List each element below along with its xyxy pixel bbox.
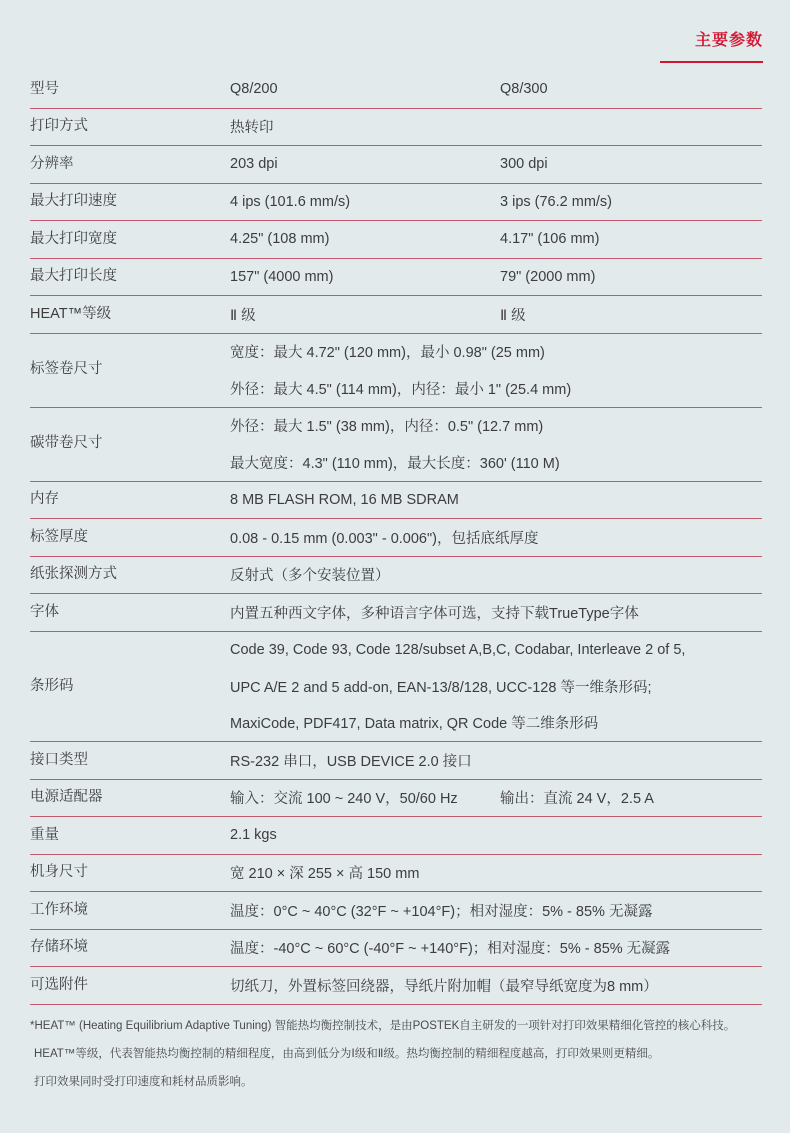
footnote-line: *HEAT™ (Heating Equilibrium Adaptive Tuning) 智能热均衡控制技术，是由POSTEK自主研发的一项针对打印效果精细化管控的核心科技。	[30, 1020, 736, 1032]
row-values	[230, 742, 762, 779]
row-values	[230, 855, 762, 892]
row-values	[230, 184, 762, 221]
table-row	[30, 259, 762, 297]
table-row	[30, 482, 762, 520]
row-values	[230, 557, 762, 594]
row-value: 切纸刀，外置标签回绕器，导纸片附加帽（最窄导纸宽度为8 mm）	[230, 978, 658, 995]
row-label: 机身尺寸	[30, 864, 88, 881]
row-label: 打印方式	[30, 118, 88, 135]
row-value: 宽 210 × 深 255 × 高 150 mm	[230, 866, 420, 883]
table-row	[30, 184, 762, 222]
row-values	[230, 296, 762, 333]
table-row	[30, 519, 762, 557]
row-values	[230, 221, 762, 258]
footnotes	[30, 1012, 766, 1096]
row-value: Ⅱ 级	[500, 307, 526, 324]
row-value: 157" (4000 mm)	[230, 268, 334, 285]
row-value: 3 ips (76.2 mm/s)	[500, 193, 612, 210]
row-label: 最大打印速度	[30, 193, 117, 210]
row-label: 工作环境	[30, 901, 88, 918]
table-row	[30, 221, 762, 259]
row-label: 标签卷尺寸	[30, 361, 103, 378]
table-row	[30, 146, 762, 184]
page-title: 主要参数	[694, 32, 763, 49]
row-values	[230, 817, 762, 854]
row-values	[230, 146, 762, 183]
table-row	[30, 557, 762, 595]
row-label: 电源适配器	[30, 789, 103, 806]
row-label: 接口类型	[30, 751, 88, 768]
row-values	[230, 408, 762, 481]
row-value-line: 最大宽度：4.3" (110 mm)，最大长度：360' (110 M)	[230, 455, 560, 472]
table-row	[30, 930, 762, 968]
row-values	[230, 930, 762, 967]
table-row	[30, 855, 762, 893]
table-row	[30, 109, 762, 147]
row-values	[230, 967, 762, 1004]
row-value: 2.1 kgs	[230, 827, 277, 844]
table-row	[30, 296, 762, 334]
row-label: 标签厚度	[30, 528, 88, 545]
row-values	[230, 632, 762, 742]
row-values	[230, 780, 762, 817]
row-value-line: MaxiCode, PDF417, Data matrix, QR Code 等二维条形码	[230, 716, 599, 733]
row-value: RS-232 串口，USB DEVICE 2.0 接口	[230, 753, 472, 770]
row-value: 输出：直流 24 V，2.5 A	[500, 791, 654, 808]
table-row	[30, 594, 762, 632]
row-label: 字体	[30, 603, 59, 620]
row-value-line: 外径：最大 4.5" (114 mm)，内径：最小 1" (25.4 mm)	[230, 381, 572, 398]
row-value: 内置五种西文字体，多种语言字体可选，支持下载TrueType字体	[230, 605, 639, 622]
row-value: Q8/300	[500, 81, 548, 98]
row-values	[230, 519, 762, 556]
row-value: 4.25" (108 mm)	[230, 231, 330, 248]
row-value-line: 宽度：最大 4.72" (120 mm)，最小 0.98" (25 mm)	[230, 345, 545, 362]
spec-table	[30, 71, 762, 1005]
row-value: 温度：-40°C ~ 60°C (-40°F ~ +140°F)；相对湿度：5% - 85% 无凝露	[230, 941, 671, 958]
row-values	[230, 109, 762, 146]
row-label: 可选附件	[30, 976, 88, 993]
table-row	[30, 408, 762, 482]
row-label: 重量	[30, 826, 59, 843]
row-label: 条形码	[30, 677, 74, 694]
table-row	[30, 817, 762, 855]
row-value: 输入：交流 100 ~ 240 V，50/60 Hz	[230, 791, 458, 808]
title-underline	[660, 61, 763, 63]
table-row	[30, 892, 762, 930]
row-value: 79" (2000 mm)	[500, 268, 596, 285]
row-value: Q8/200	[230, 81, 278, 98]
footnote-line: HEAT™等级，代表智能热均衡控制的精细程度，由高到低分为Ⅰ级和Ⅱ级。热均衡控制的精细程度越高，打印效果则更精细。	[34, 1048, 660, 1060]
row-value: 温度：0°C ~ 40°C (32°F ~ +104°F)；相对湿度：5% - 85% 无凝露	[230, 903, 653, 920]
row-label: 最大打印宽度	[30, 230, 117, 247]
row-values	[230, 259, 762, 296]
row-values	[230, 334, 762, 407]
table-row	[30, 71, 762, 109]
row-values	[230, 892, 762, 929]
table-row	[30, 780, 762, 818]
row-value-line: 外径：最大 1.5" (38 mm)，内径：0.5" (12.7 mm)	[230, 419, 544, 436]
row-label: HEAT™等级	[30, 305, 112, 322]
row-value: 203 dpi	[230, 156, 278, 173]
row-value: 反射式（多个安装位置）	[230, 568, 390, 585]
row-value-line: Code 39, Code 93, Code 128/subset A,B,C, Codabar, Interleave 2 of 5,	[230, 641, 686, 658]
row-value-line: UPC A/E 2 and 5 add-on, EAN-13/8/128, UCC-128 等一维条形码;	[230, 679, 652, 696]
table-row	[30, 632, 762, 743]
table-row	[30, 334, 762, 408]
row-label: 存储环境	[30, 939, 88, 956]
row-label: 最大打印长度	[30, 268, 117, 285]
row-values	[230, 71, 762, 108]
row-values	[230, 482, 762, 519]
row-label: 内存	[30, 491, 59, 508]
row-value: 4 ips (101.6 mm/s)	[230, 193, 351, 210]
page-header	[660, 27, 763, 63]
row-value: 8 MB FLASH ROM, 16 MB SDRAM	[230, 491, 459, 508]
footnote-line: 打印效果同时受打印速度和耗材品质影响。	[34, 1076, 253, 1088]
row-value: 0.08 - 0.15 mm (0.003" - 0.006")，包括底纸厚度	[230, 530, 539, 547]
row-value: Ⅱ 级	[230, 307, 256, 324]
row-value: 热转印	[230, 120, 274, 137]
row-value: 4.17" (106 mm)	[500, 231, 600, 248]
row-value: 300 dpi	[500, 156, 548, 173]
row-values	[230, 594, 762, 631]
row-label: 型号	[30, 80, 59, 97]
row-label: 分辨率	[30, 155, 74, 172]
table-row	[30, 742, 762, 780]
table-row	[30, 967, 762, 1005]
row-label: 纸张探测方式	[30, 566, 117, 583]
row-label: 碳带卷尺寸	[30, 435, 103, 452]
